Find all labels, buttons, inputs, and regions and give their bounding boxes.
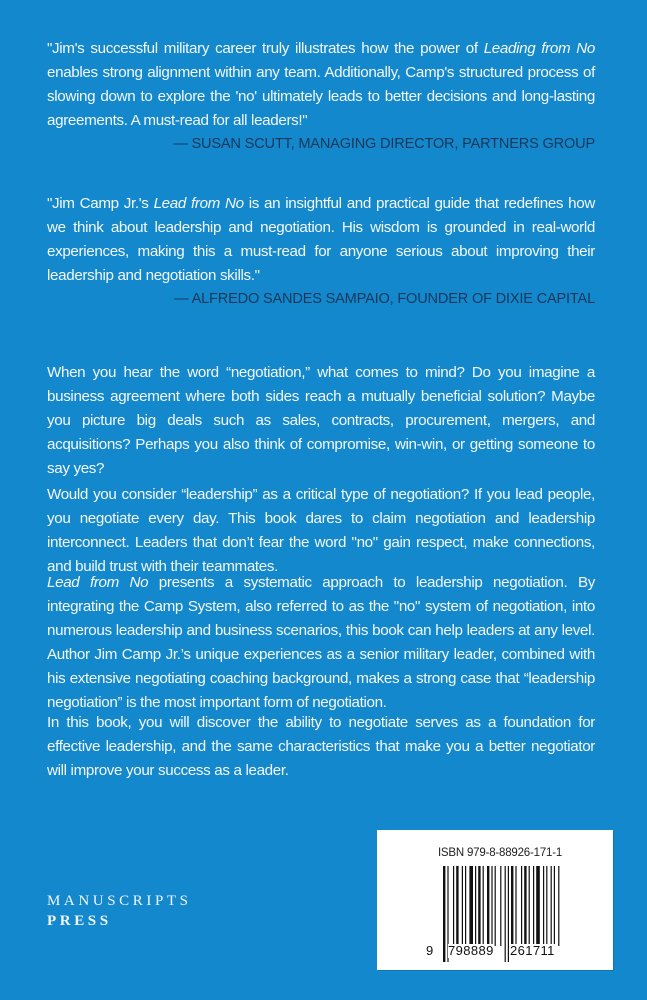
description-paragraph-2: Would you consider “leadership” as a critical type of negotiation? If you lead people, you negotiate every day. This book dares to claim negotiation and leadership interconnect. Leaders that don’t fear the word "no" gain respect, make connections, and build trust with their teammates.	[47, 486, 595, 575]
publisher-name-line2: PRESS	[47, 913, 112, 929]
publisher-name-line1: MANUSCRIPTS	[47, 893, 192, 909]
barcode-digit-group-1: 798889	[448, 943, 494, 958]
publisher-logo	[47, 891, 192, 931]
endorsement-attribution-1: — SUSAN SCUTT, MANAGING DIRECTOR, PARTNERS GROUP	[173, 136, 595, 152]
isbn-barcode	[377, 830, 613, 970]
endorsement-quote-2: "Jim Camp Jr.'s Lead from No is an insightful and practical guide that redefines how we think about leadership and negotiation. His wisdom is grounded in real-world experiences, making this a must-read for anyone serious about improving their leadership and negotiation skills."	[47, 195, 595, 284]
description-paragraph-3: Lead from No presents a systematic approach to leadership negotiation. By integrating the Camp System, also referred to as the "no" system of negotiation, into numerous leadership and business scenarios, this book can help leaders at any level. Author Jim Camp Jr.’s unique experiences as a senior military leader, combined with his extensive negotiating coaching background, makes a strong case that “leadership negotiation” is the most important form of negotiation.	[47, 574, 595, 711]
endorsement-quote-1: "Jim's successful military career truly illustrates how the power of Leading from No enables strong alignment within any team. Additionally, Camp's structured process of slowing down to explore the 'no' ultimately leads to better decisions and long-lasting agreements. A must-read for all leaders!"	[47, 40, 595, 129]
barcode-digit-group-2: 261711	[510, 943, 555, 958]
isbn-label: ISBN 979-8-88926-171-1	[437, 847, 563, 859]
endorsement-attribution-2: — ALFREDO SANDES SAMPAIO, FOUNDER OF DIXIE CAPITAL	[174, 291, 595, 307]
description-paragraph-4: In this book, you will discover the ability to negotiate serves as a foundation for effective leadership, and the same characteristics that make you a better negotiator will improve your success as a leader.	[47, 714, 595, 779]
description-paragraph-1: When you hear the word “negotiation,” what comes to mind? Do you imagine a business agreement where both sides reach a mutually beneficial solution? Maybe you picture big deals such as sales, contracts, procurement, mergers, and acquisitions? Perhaps you also think of compromise, win-win, or getting someone to say yes?	[47, 364, 595, 477]
barcode-lead-digit: 9	[426, 943, 434, 958]
